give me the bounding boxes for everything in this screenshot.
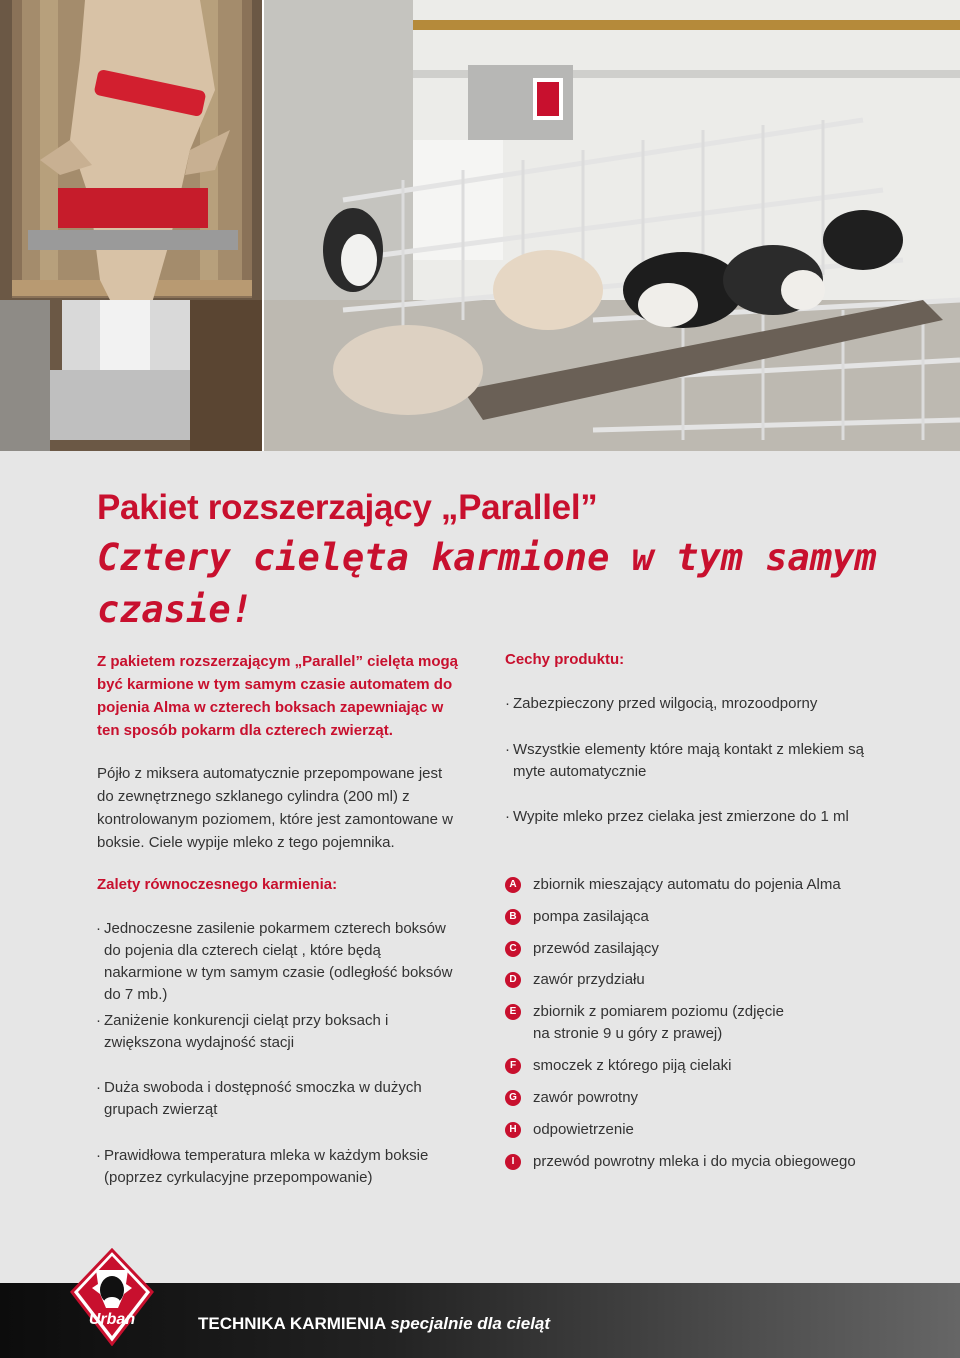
urban-logo — [70, 1248, 154, 1346]
feature-item: · Zabezpieczony przed wilgocią, mrozoodporny — [505, 695, 818, 712]
calf-feeding-illustration — [0, 0, 263, 451]
calf-pens-illustration — [263, 0, 960, 451]
page-subtitle: Cztery cielęta karmione w tym samym czasie! — [97, 536, 877, 631]
photo-calf-feeding — [0, 0, 263, 451]
feature-item: · Wszystkie elementy które mają kontakt z mlekiem są myte automatycznie — [505, 741, 864, 780]
logo-text: Urban — [88, 1311, 136, 1328]
description-text: Pójło z miksera automatycznie przepompowane jest do zewnętrznego szklanego cylindra (200 ml) z kontrolowanym poziomem, które jest zamontowane w boksie. Ciele wypije mleko z tego pojemnika. — [97, 765, 453, 851]
feature-item: · Wypite mleko przez cielaka jest zmierzone do 1 ml — [505, 808, 849, 825]
footer-italic: specjalnie dla cieląt — [390, 1314, 551, 1333]
footer-main: TECHNIKA KARMIENIA — [198, 1314, 386, 1333]
advantages-heading: Zalety równoczesnego karmienia: — [97, 876, 338, 893]
advantage-item: · Duża swoboda i dostępność smoczka w dużych grupach zwierząt — [96, 1079, 422, 1118]
advantage-item: · Zaniżenie konkurencji cieląt przy boksach i zwiększona wydajność stacji — [96, 1012, 389, 1051]
features-heading: Cechy produktu: — [505, 651, 625, 668]
photo-calf-pens — [263, 0, 960, 451]
intro-text: Z pakietem rozszerzającym „Parallel” cielęta mogą być karmione w tym samym czasie automatem do pojenia Alma w czterech boksach zapewniając w ten sposób pokarm dla czterech zwierząt. — [97, 653, 459, 739]
advantage-item: · Jednoczesne zasilenie pokarmem czterech boksów do pojenia dla czterech cieląt , które będą nakarmione w tym samym czasie (odległość boksów do 7 mb.) — [96, 920, 453, 1003]
page: Pakiet rozszerzający „Parallel” Cztery cielęta karmione w tym samym czasie! Z pakietem rozszerzającym „Parallel” cielęta mogą być karmione w tym samym czasie automatem do pojenia Alma w czterech boksach zapewniając w ten sposób pokarm dla czterech zwierząt. Pójło z miksera automatycznie przepompowane jest do zewnętrznego szklanego cylindra (200 ml) z kontrolowanym poziomem, które jest zamontowane w boksie. Ciele wypije mleko z tego pojemnika. Cechy produktu: · Zabezpieczony przed wilgocią, mrozoodporny · Wszystkie elementy które mają kontakt z mlekiem są myte automatycznie · Wypite mleko przez cielaka jest zmierzone do 1 ml Zalety równoczesnego karmienia: · Jednoczesne zasilenie pokarmem czterech boksów do pojenia dla czterech cieląt , które będą nakarmione w tym samym czasie (odległość boksów do 7 mb.) · Zaniżenie konkurencji cieląt przy boksach i zwiększona wydajność stacji · Duża swoboda i dostępność smoczka w dużych grupach zwierząt · Prawidłowa temperatura mleka w każdym boksie (poprzez cyrkulacyjne przepompowanie) A zbiornik mieszający automatu do pojenia Alma B pompa zasilająca C przewód zasilający D zawór przydziału E zbiornik z pomiarem poziomu (zdjęcie na stronie 9 u góry z prawej) F smoczek z którego piją cielaki G zawór powrotny H odpowietrzenie I przewód powrotny mleka i do mycia obiegowego TECHNIKA KARMIENIA specjalnie dla cieląt Urban — [0, 0, 960, 1358]
advantage-item: · Prawidłowa temperatura mleka w każdym boksie (poprzez cyrkulacyjne przepompowanie) — [96, 1147, 429, 1186]
footer-tagline — [198, 1314, 550, 1334]
page-title: Pakiet rozszerzający „Parallel” — [97, 488, 598, 527]
photo-divider — [262, 0, 264, 451]
